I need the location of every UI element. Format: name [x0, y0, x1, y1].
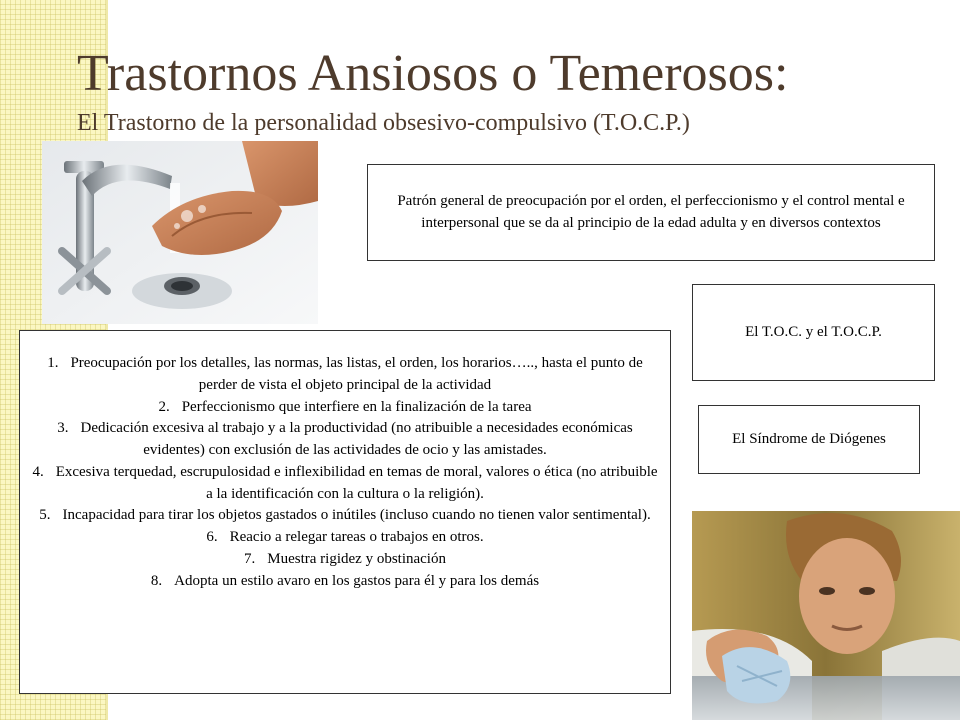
- criteria-item: [30, 549, 660, 571]
- slide-subtitle: El Trastorno de la personalidad obsesivo-compulsivo (T.O.C.P.): [77, 110, 690, 136]
- cleaning-man-photo: [692, 511, 960, 720]
- criteria-text: Reacio a relegar tareas o trabajos en otros.: [229, 529, 484, 545]
- criteria-text: Excesiva terquedad, escrupulosidad e inflexibilidad en temas de moral, valores o ética (no atribuible a la identificación con la cultura o la religión).: [55, 463, 658, 502]
- toc-link-button[interactable]: [692, 284, 935, 381]
- criteria-item: [30, 505, 660, 527]
- criteria-text: Incapacidad para tirar los objetos gastados o inútiles (incluso cuando no tienen valor sentimental).: [62, 507, 651, 524]
- criteria-number: 2.: [158, 398, 170, 415]
- criteria-text: Adopta un estilo avaro en los gastos para él y para los demás: [174, 572, 540, 589]
- diogenes-link-button[interactable]: [698, 405, 920, 474]
- criteria-item: [30, 418, 660, 462]
- criteria-text: Perfeccionismo que interfiere en la finalización de la tarea: [181, 398, 532, 415]
- criteria-number: 6.: [206, 529, 218, 545]
- criteria-item: [30, 462, 660, 506]
- criteria-number: 4.: [32, 463, 44, 480]
- diogenes-link-label: El Síndrome de Diógenes: [732, 431, 886, 447]
- criteria-text: Preocupación por los detalles, las normas, las listas, el orden, los horarios….., hasta el punto de perder de vista el objeto principal de la actividad: [70, 355, 643, 393]
- slide-title: Trastornos Ansiosos o Temerosos:: [77, 45, 789, 102]
- criteria-text: Dedicación excesiva al trabajo y a la productividad (no atribuible a necesidades económicas evidentes) con exclusión de las actividades de ocio y las amistades.: [80, 420, 633, 458]
- criteria-number: 5.: [39, 507, 51, 524]
- criteria-number: 7.: [244, 550, 256, 567]
- criteria-item: [30, 527, 660, 549]
- criteria-item: [30, 571, 660, 593]
- criteria-box: [19, 330, 671, 694]
- definition-text: Patrón general de preocupación por el orden, el perfeccionismo y el control mental e interpersonal que se da al principio de la edad adulta y en diversos contextos: [397, 192, 905, 231]
- handwashing-photo: [42, 141, 318, 324]
- criteria-list: [30, 353, 660, 592]
- criteria-number: 8.: [150, 572, 163, 589]
- toc-link-label: El T.O.C. y el T.O.C.P.: [745, 324, 882, 340]
- criteria-item: [30, 353, 660, 397]
- definition-box: [367, 164, 935, 261]
- criteria-text: Muestra rigidez y obstinación: [267, 550, 446, 567]
- criteria-number: 3.: [57, 420, 69, 437]
- criteria-item: [30, 397, 660, 419]
- criteria-number: 1.: [47, 355, 59, 371]
